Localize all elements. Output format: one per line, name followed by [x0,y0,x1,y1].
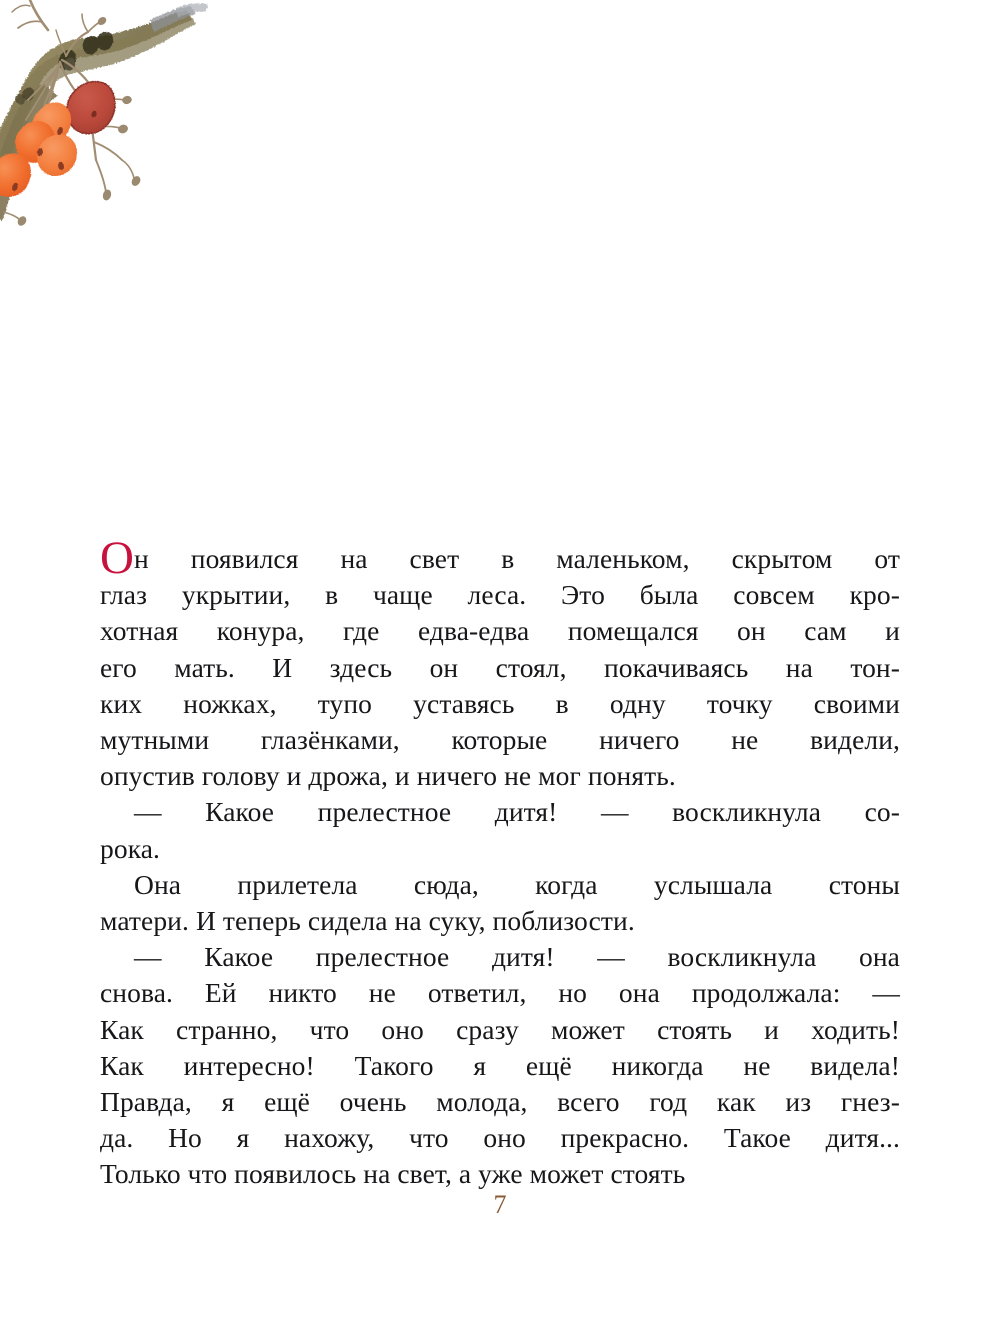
text-line: снова. Ей никто не ответил, но она продолжала: — [100,977,900,1009]
text-line: — Какое прелестное дитя! — воскликнула со- [134,796,900,828]
berry-red [67,82,115,134]
text-line: Как странно, что оно сразу может стоять и ходить! [100,1013,900,1045]
text-line: рока. [100,832,161,864]
berry-cluster [0,82,115,197]
text-line [100,532,900,584]
line-text: н появился на свет в маленьком, скрытом от [133,543,900,574]
text-line: Правда, я ещё очень молода, всего год как из гнез- [100,1086,900,1118]
text-line: ких ножках, тупо уставясь в одну точку своими [100,687,900,719]
drop-cap: О [100,532,134,584]
berry-stems [4,14,134,220]
berry-orange-3 [37,134,77,176]
text-line: Как интересно! Такого я ещё никогда не видела! [100,1049,900,1081]
page-number: 7 [493,1190,507,1219]
text-line: мутными глазёнками, которые ничего не видели, [100,724,900,756]
text-line: опустив голову и дрожа, и ничего не мог понять. [100,760,676,792]
berry-orange-2 [15,121,55,163]
paragraph-4 [100,939,900,1192]
bark-markings [15,32,113,105]
berry-orange-4 [0,154,31,197]
text-line: матери. И теперь сидела на суку, поблизости. [100,905,635,937]
text-line: да. Но я нахожу, что оно прекрасно. Такое дитя... [100,1122,900,1154]
text-line: — Какое прелестное дитя! — воскликнула она [134,941,900,973]
paragraph-2 [100,794,900,866]
upper-twig [12,0,48,30]
text-line: Она прилетела сюда, когда услышала стоны [134,868,900,900]
rowan-branch-illustration [0,0,240,270]
body-text [100,532,900,1193]
branch-shape [0,3,208,222]
text-line: глаз укрытии, в чаще леса. Это была совсем кро- [100,579,900,611]
paragraph-3 [100,867,900,939]
berry-orange-1 [33,102,72,142]
text-line: хотная конура, где едва-едва помещался он сам и [100,615,900,647]
paragraph-1 [100,532,900,794]
text-line: его мать. И здесь он стоял, покачиваясь на тон- [100,651,900,683]
twig-buds [16,15,142,227]
text-line: Только что появилось на свет, а уже может стоять [100,1158,686,1190]
